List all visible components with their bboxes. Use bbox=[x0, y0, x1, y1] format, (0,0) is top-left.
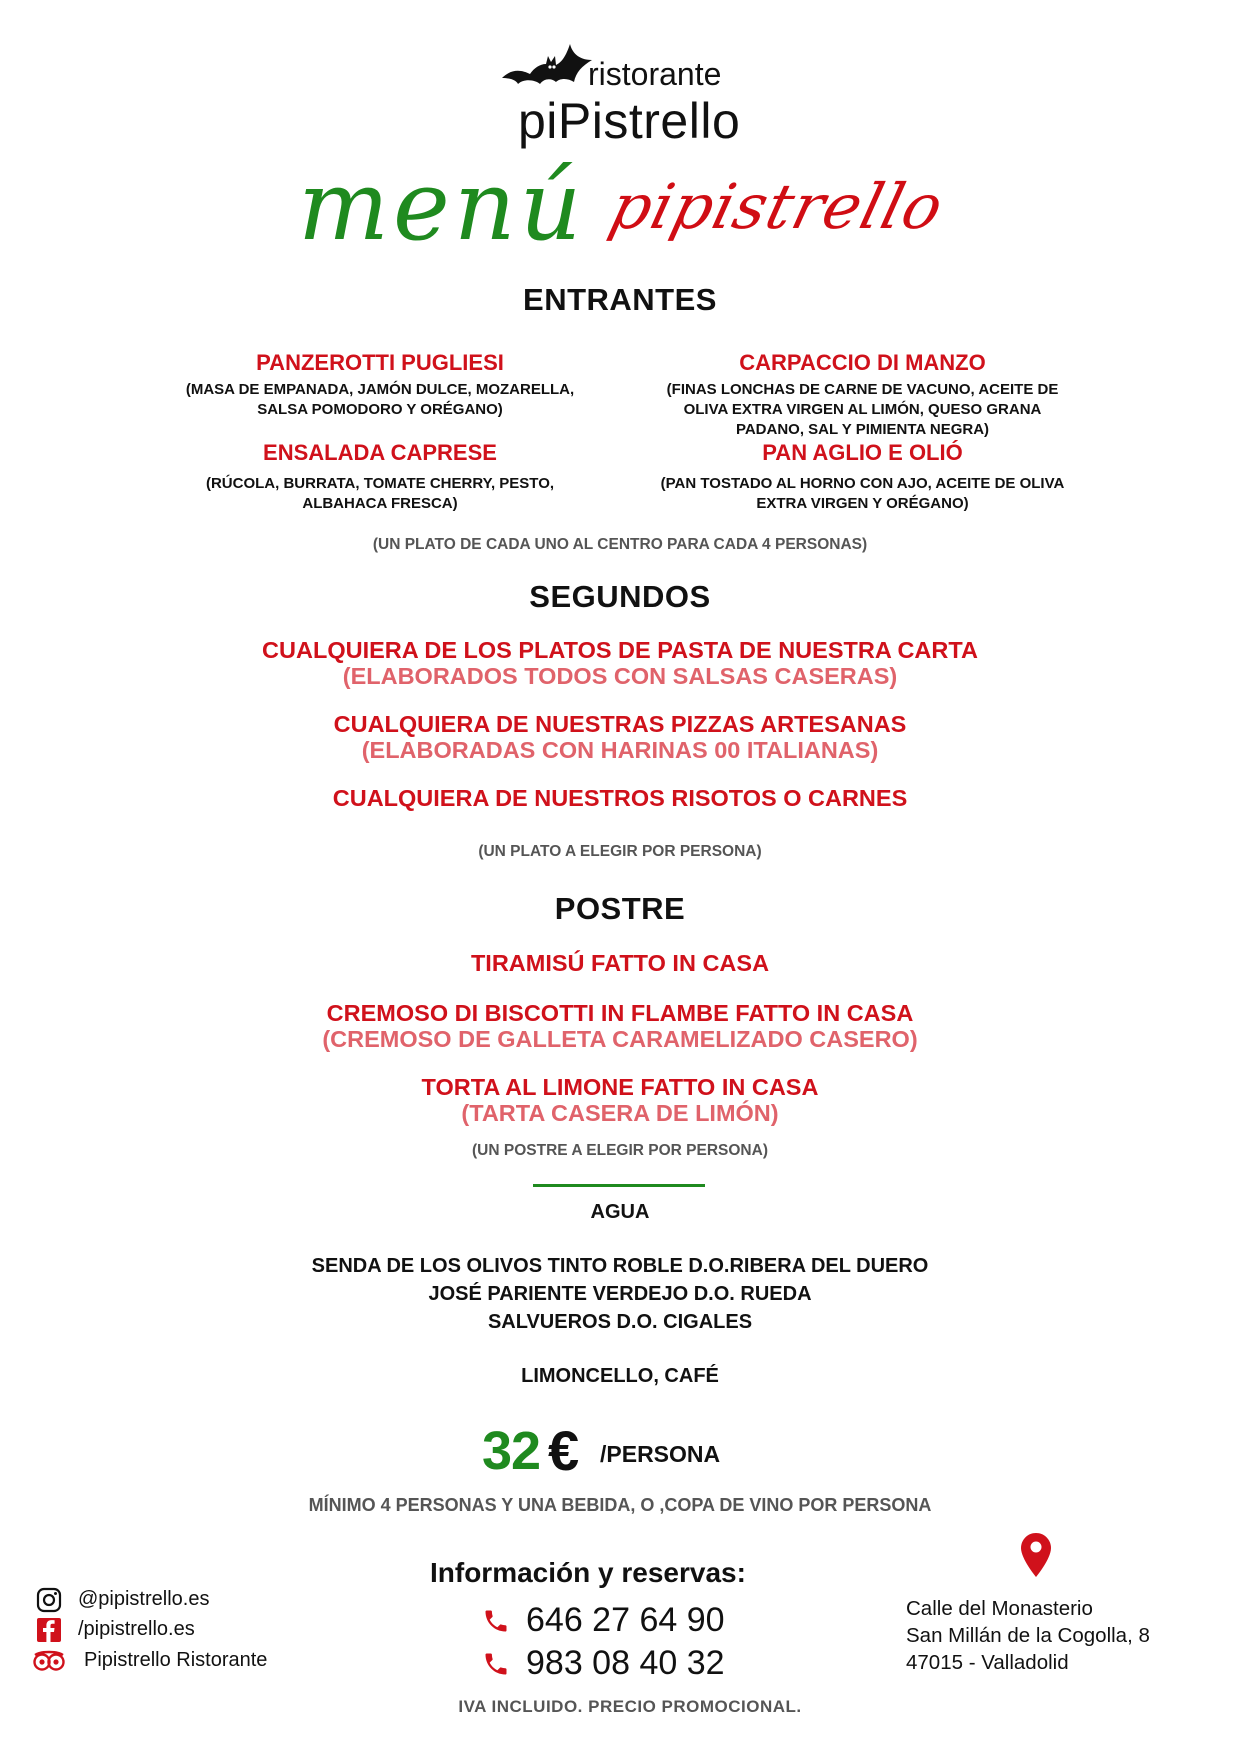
phone-icon bbox=[482, 1607, 510, 1635]
dish-name: PANZEROTTI PUGLIESI bbox=[256, 350, 504, 375]
entrantes-heading: ENTRANTES bbox=[523, 282, 717, 317]
dish-name: CARPACCIO DI MANZO bbox=[739, 350, 986, 375]
dish-caprese bbox=[140, 440, 620, 514]
wine-list bbox=[0, 1252, 1240, 1336]
logo-ristorante-text: ristorante bbox=[588, 56, 722, 92]
info-title: Información y reservas: bbox=[430, 1557, 746, 1588]
address-line: 47015 - Valladolid bbox=[906, 1651, 1069, 1674]
logo-name-text: piPistrello bbox=[518, 93, 741, 149]
minimum-note: MÍNIMO 4 PERSONAS Y UNA BEBIDA, O ,COPA DE VINO POR PERSONA bbox=[308, 1495, 932, 1515]
tripadvisor-icon bbox=[32, 1648, 66, 1674]
dish-desc-line: SALSA POMODORO Y ORÉGANO) bbox=[257, 401, 503, 418]
dish-carpaccio bbox=[620, 350, 1105, 440]
postre-tiramisu bbox=[0, 950, 1240, 976]
postre-heading: POSTRE bbox=[554, 891, 686, 926]
dish-desc-line: (RÚCOLA, BURRATA, TOMATE CHERRY, PESTO, bbox=[205, 475, 555, 492]
instagram-handle: @pipistrello.es bbox=[78, 1588, 210, 1610]
drink-extras: LIMONCELLO, CAFÉ bbox=[521, 1365, 719, 1387]
postre-cremoso bbox=[0, 1000, 1240, 1052]
postre-sub: (CREMOSO DE GALLETA CARAMELIZADO CASERO) bbox=[322, 1026, 918, 1052]
entrantes-note: (UN PLATO DE CADA UNO AL CENTRO PARA CADA 4 PERSONAS) bbox=[372, 536, 868, 553]
address-block bbox=[906, 1595, 1150, 1676]
drink-water: AGUA bbox=[590, 1201, 650, 1223]
wine-item: JOSÉ PARIENTE VERDEJO D.O. RUEDA bbox=[428, 1283, 812, 1305]
segundo-sub: (ELABORADOS TODOS CON SALSAS CASERAS) bbox=[342, 663, 898, 689]
segundo-main: CUALQUIERA DE NUESTRAS PIZZAS ARTESANAS bbox=[333, 711, 907, 737]
segundo-pasta bbox=[0, 637, 1240, 689]
segundo-risotto bbox=[0, 785, 1240, 811]
restaurant-logo bbox=[500, 38, 770, 148]
postre-sub: (TARTA CASERA DE LIMÓN) bbox=[461, 1100, 779, 1126]
dish-desc-line: PADANO, SAL Y PIMIENTA NEGRA) bbox=[735, 421, 990, 438]
dish-panzerotti bbox=[140, 350, 620, 420]
segundo-main: CUALQUIERA DE NUESTROS RISOTOS O CARNES bbox=[332, 785, 908, 811]
bat-icon bbox=[500, 38, 595, 98]
dish-desc-line: (FINAS LONCHAS DE CARNE DE VACUNO, ACEITE DE bbox=[666, 381, 1059, 398]
wine-item: SENDA DE LOS OLIVOS TINTO ROBLE D.O.RIBERA DEL DUERO bbox=[311, 1255, 929, 1277]
phone-number: 983 08 40 32 bbox=[526, 1644, 725, 1682]
footer-note: IVA INCLUIDO. PRECIO PROMOCIONAL. bbox=[458, 1697, 802, 1716]
postre-main: TORTA AL LIMONE FATTO IN CASA bbox=[421, 1074, 819, 1100]
segundo-main: CUALQUIERA DE LOS PLATOS DE PASTA DE NUESTRA CARTA bbox=[262, 637, 978, 663]
facebook-icon bbox=[36, 1617, 62, 1643]
price-unit: /PERSONA bbox=[600, 1441, 721, 1467]
green-divider bbox=[533, 1184, 705, 1187]
address-line: Calle del Monasterio bbox=[906, 1597, 1093, 1620]
location-pin-icon bbox=[1020, 1532, 1052, 1578]
segundo-sub: (ELABORADAS CON HARINAS 00 ITALIANAS) bbox=[361, 737, 879, 763]
dish-desc-line: EXTRA VIRGEN Y ORÉGANO) bbox=[756, 495, 969, 512]
instagram-icon bbox=[36, 1587, 62, 1613]
wine-item: SALVUEROS D.O. CIGALES bbox=[487, 1311, 753, 1333]
dish-desc-line: OLIVA EXTRA VIRGEN AL LIMÓN, QUESO GRANA bbox=[683, 401, 1042, 418]
price-amount: 32 bbox=[482, 1421, 541, 1481]
segundos-heading: SEGUNDOS bbox=[529, 579, 711, 614]
tripadvisor-name: Pipistrello Ristorante bbox=[84, 1649, 268, 1671]
segundo-pizza bbox=[0, 711, 1240, 763]
address-line: San Millán de la Cogolla, 8 bbox=[906, 1624, 1150, 1647]
menu-title-word: menú bbox=[298, 150, 586, 262]
postre-main: TIRAMISÚ FATTO IN CASA bbox=[470, 950, 770, 976]
segundos-note: (UN PLATO A ELEGIR POR PERSONA) bbox=[478, 843, 762, 860]
phone-number: 646 27 64 90 bbox=[526, 1601, 725, 1639]
facebook-handle: /pipistrello.es bbox=[78, 1618, 195, 1640]
dish-pan-aglio bbox=[620, 440, 1105, 514]
dish-desc-line: (MASA DE EMPANADA, JAMÓN DULCE, MOZARELLA, bbox=[185, 381, 575, 398]
phone-icon bbox=[482, 1650, 510, 1678]
price-currency: € bbox=[548, 1419, 580, 1482]
postre-torta bbox=[0, 1074, 1240, 1126]
dish-desc-line: (PAN TOSTADO AL HORNO CON AJO, ACEITE DE OLIVA bbox=[660, 475, 1065, 492]
dish-desc-line: ALBAHACA FRESCA) bbox=[302, 495, 458, 512]
dish-name: PAN AGLIO E OLIÓ bbox=[762, 440, 963, 465]
dish-name: ENSALADA CAPRESE bbox=[263, 440, 497, 465]
postre-note: (UN POSTRE A ELEGIR POR PERSONA) bbox=[472, 1142, 768, 1159]
postre-main: CREMOSO DI BISCOTTI IN FLAMBE FATTO IN CASA bbox=[326, 1000, 914, 1026]
pipistrello-script-word: pipistrello bbox=[602, 170, 952, 243]
